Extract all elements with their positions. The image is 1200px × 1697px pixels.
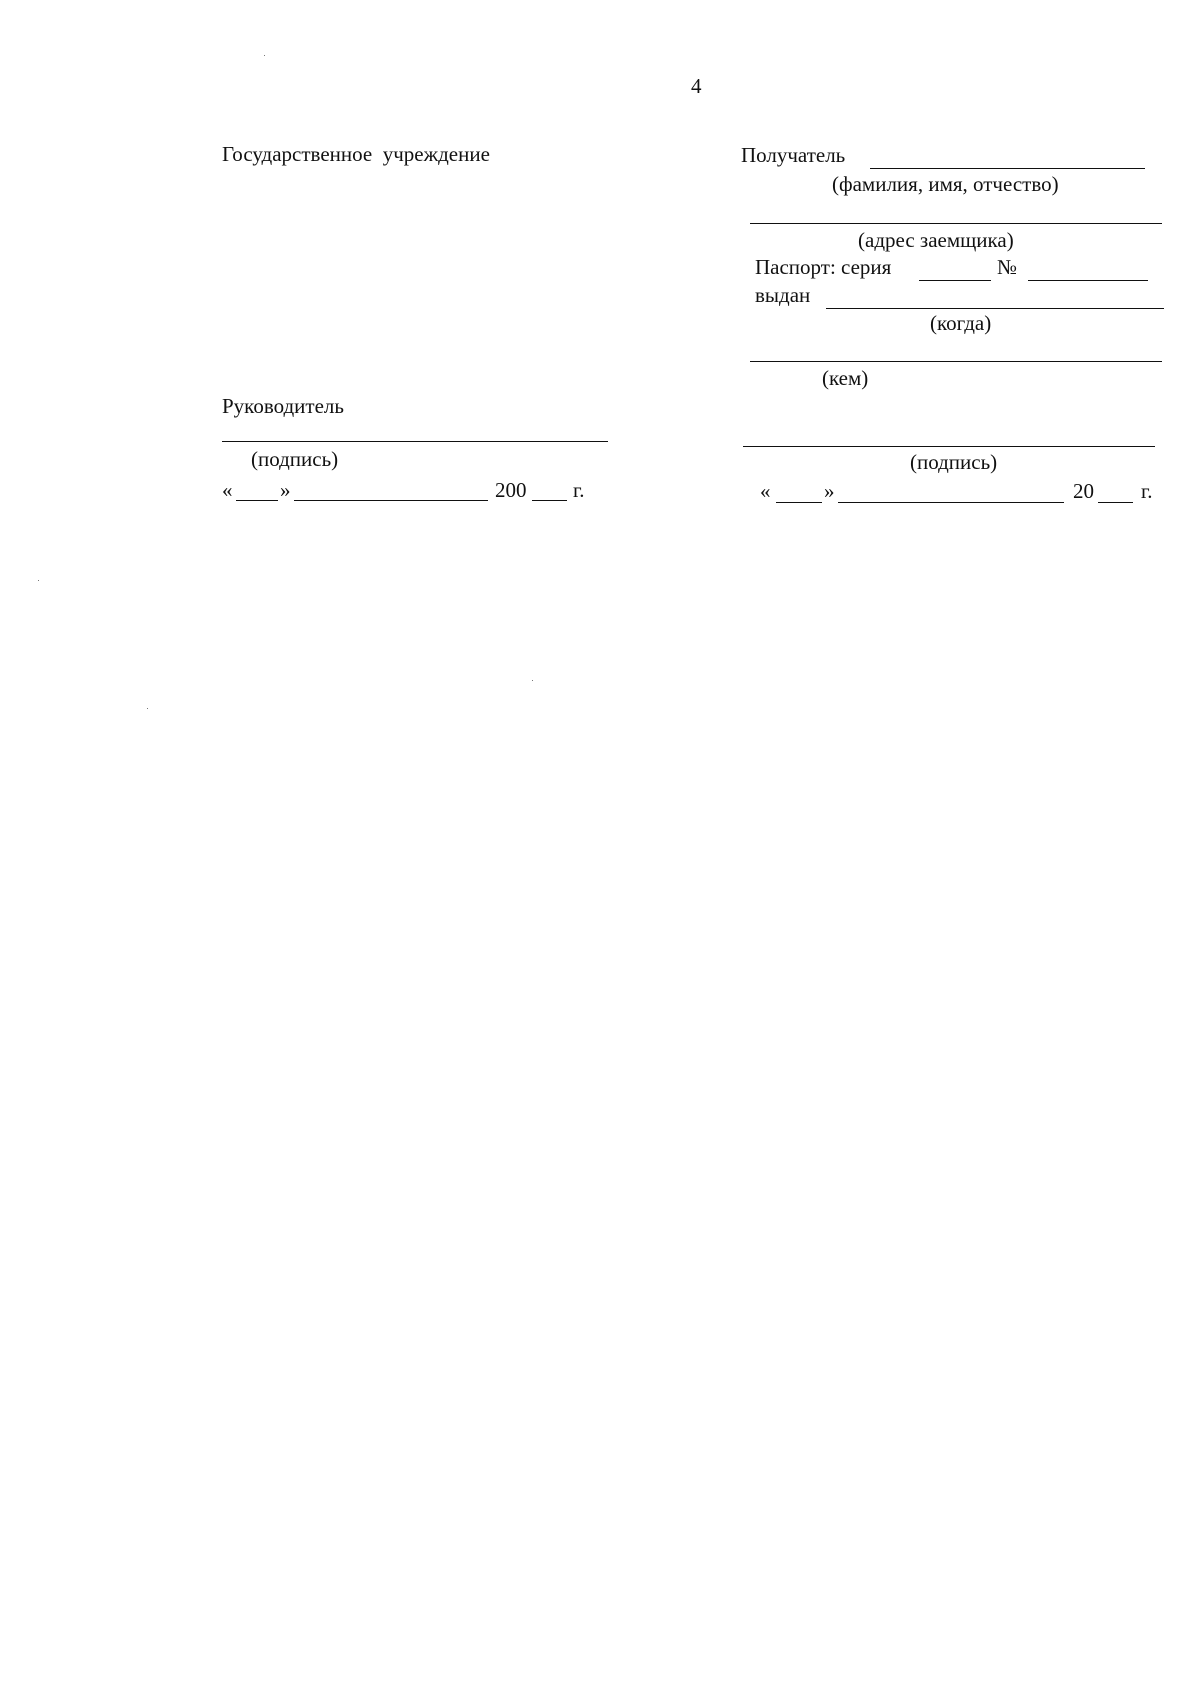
issued-by-line [750,361,1162,362]
left-year-suffix: г. [573,478,585,502]
passport-number-line [1028,280,1148,281]
by-whom-caption: (кем) [822,366,869,390]
scan-speck [147,708,148,709]
right-date-open-quote: « [760,479,771,503]
right-day-line [776,502,822,503]
left-date-open-quote: « [222,478,233,502]
recipient-signature-caption: (подпись) [910,450,998,474]
right-year-line [1098,502,1133,503]
passport-label: Паспорт: серия [755,255,892,279]
scan-speck [532,680,533,681]
head-signature-caption: (подпись) [251,447,339,471]
when-caption: (когда) [930,311,992,335]
scan-speck [38,580,39,581]
right-year-prefix: 20 [1073,479,1094,503]
recipient-line [870,168,1145,169]
address-caption: (адрес заемщика) [858,228,1014,252]
left-year-line [532,500,567,501]
left-month-line [294,500,488,501]
right-month-line [838,502,1064,503]
institution-label: Государственное учреждение [222,142,490,166]
left-day-line [236,500,278,501]
right-year-suffix: г. [1141,479,1153,503]
recipient-label: Получатель [741,143,846,167]
recipient-signature-line [743,446,1155,447]
page-number: 4 [691,74,702,98]
number-sign: № [997,255,1018,279]
fio-caption: (фамилия, имя, отчество) [832,172,1059,196]
scan-speck [264,55,265,56]
left-date-close-quote: » [280,478,291,502]
issued-line [826,308,1164,309]
address-line [750,223,1162,224]
right-date-close-quote: » [824,479,835,503]
issued-label: выдан [755,283,811,307]
head-signature-line [222,441,608,442]
head-label: Руководитель [222,394,344,418]
left-year-prefix: 200 [495,478,527,502]
passport-series-line [919,280,991,281]
